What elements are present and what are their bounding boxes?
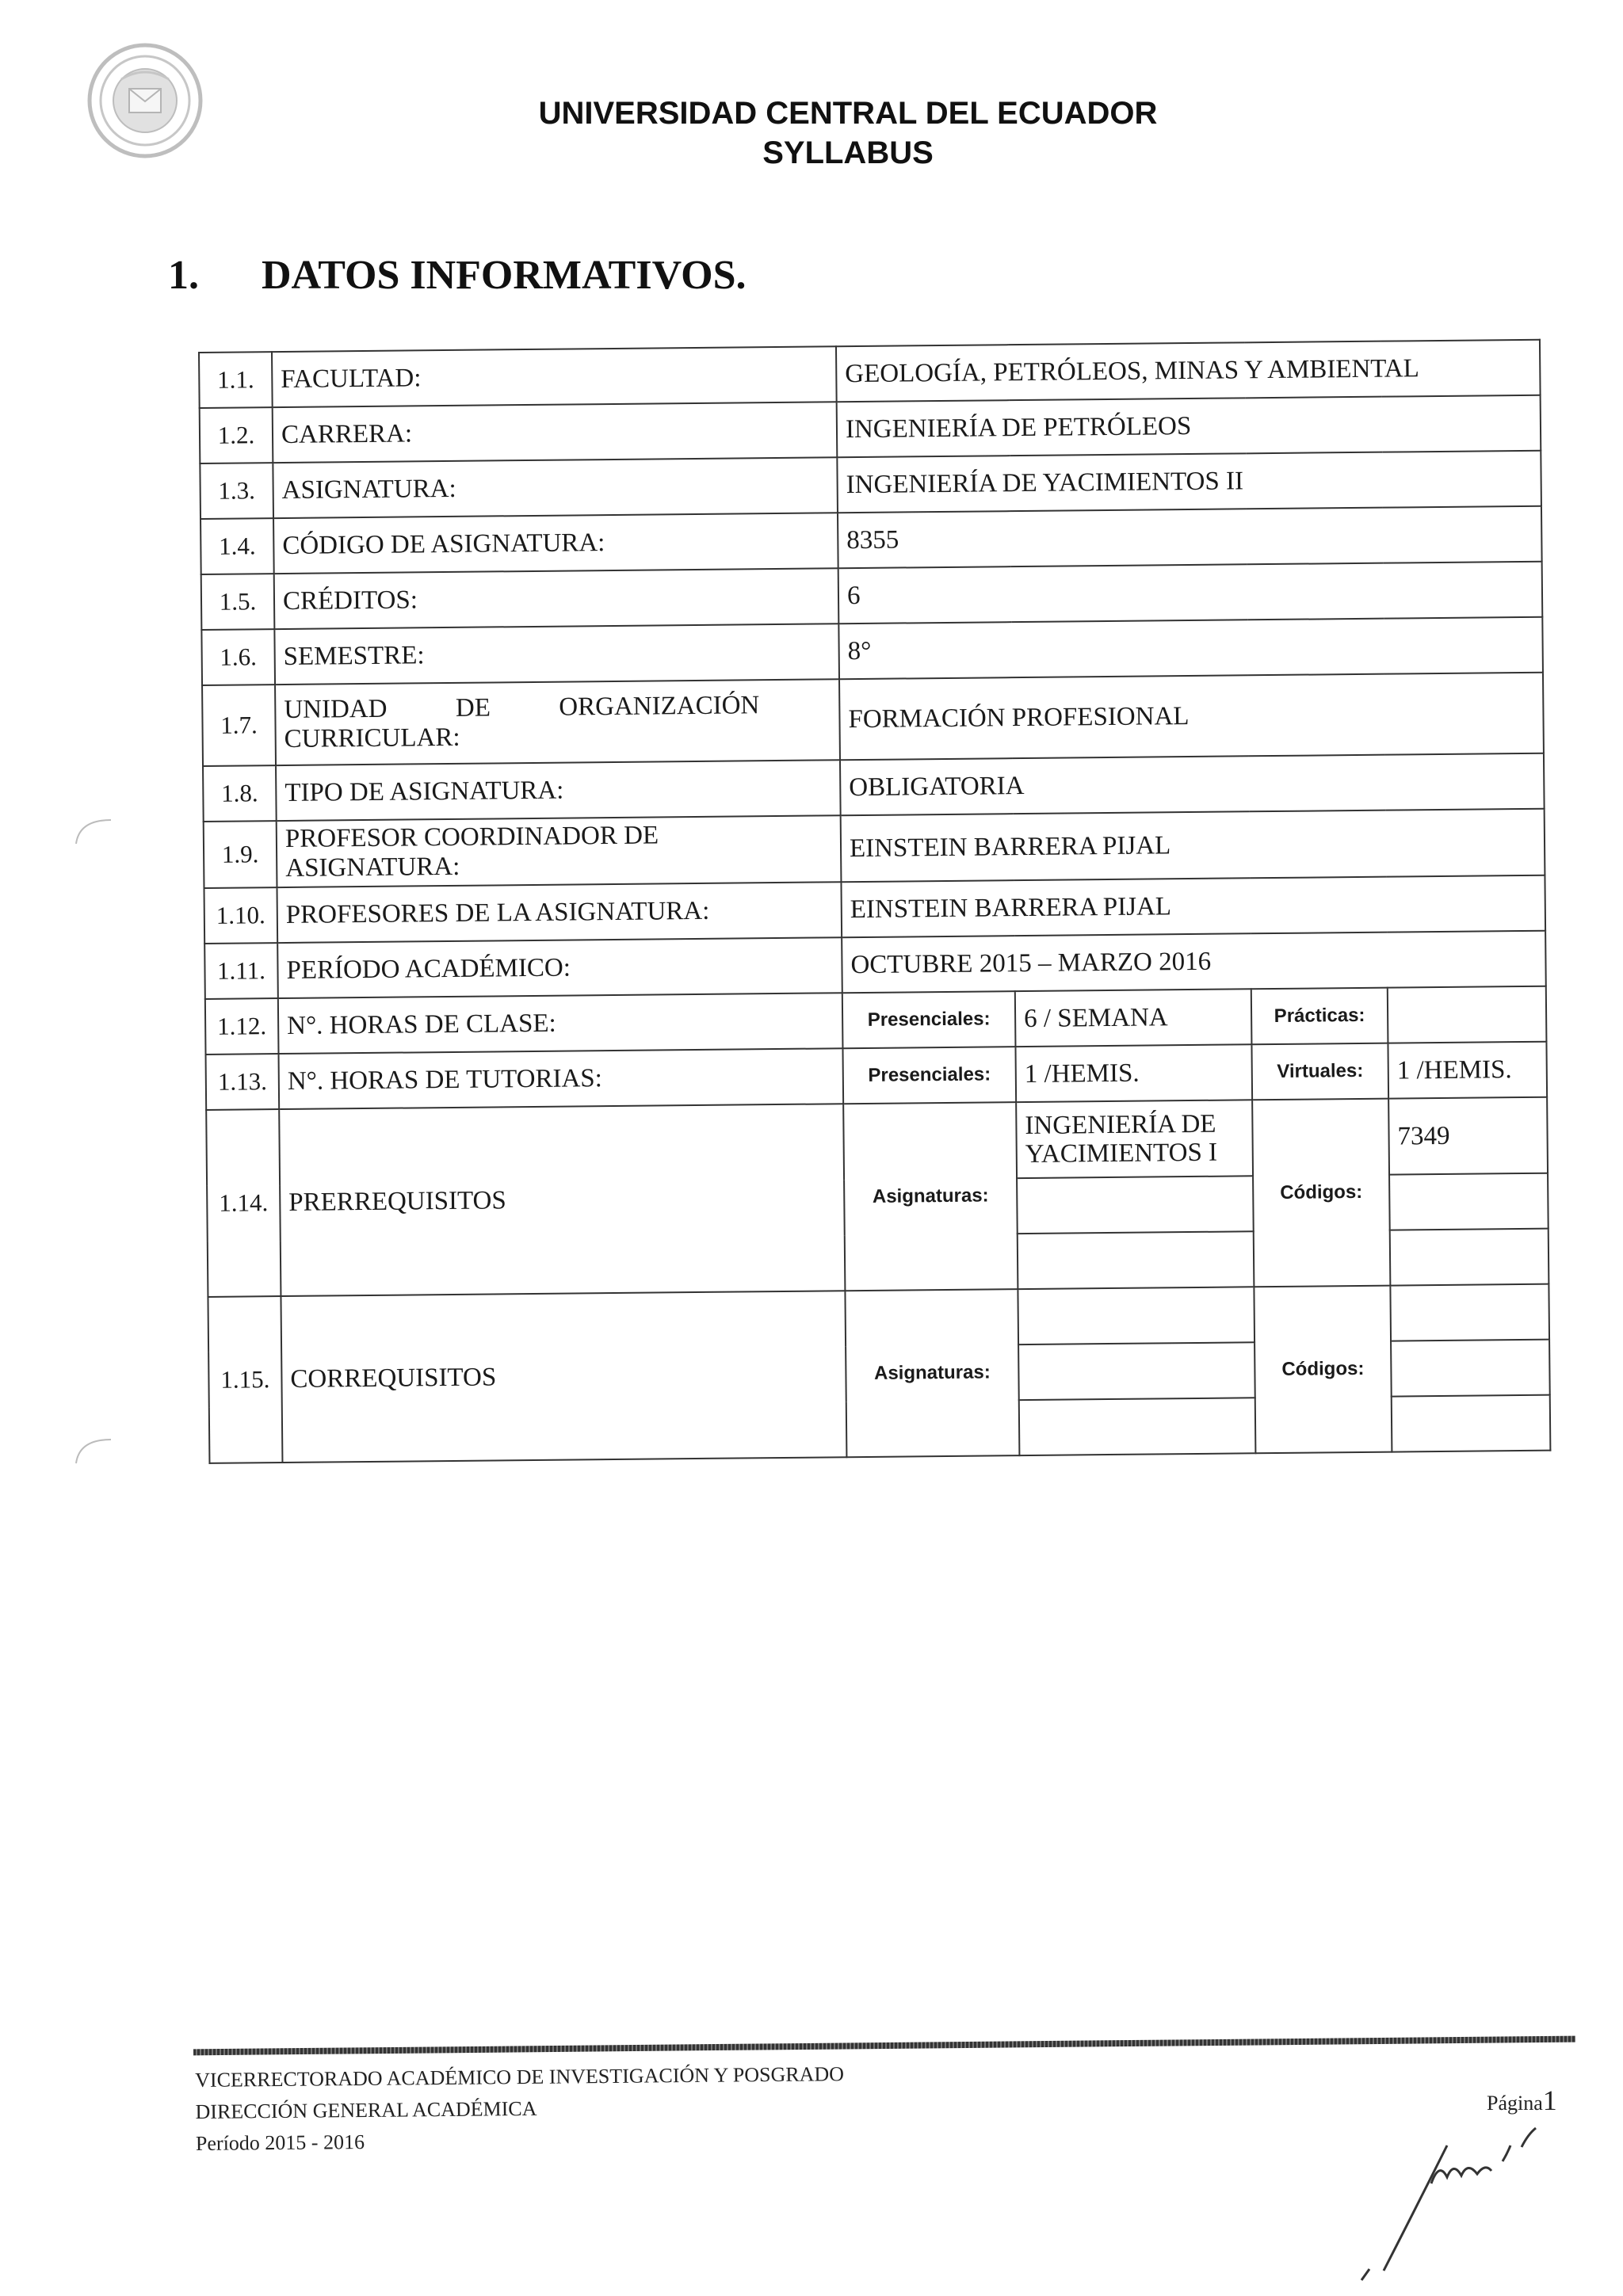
page-number: 1 — [1542, 2084, 1557, 2116]
row-label: FACULTAD: — [272, 346, 837, 407]
row-value: EINSTEIN BARRERA PIJAL — [841, 809, 1545, 883]
codigos-label: Códigos: — [1252, 1099, 1390, 1287]
corequisite-code — [1390, 1284, 1549, 1341]
table-row — [206, 1097, 1548, 1186]
footer-line-1: VICERRECTORADO ACADÉMICO DE INVESTIGACIÓN Y POSGRADO — [195, 2062, 845, 2092]
row-label: CÓDIGO DE ASIGNATURA: — [273, 513, 838, 574]
page-label: Página — [1487, 2092, 1543, 2115]
row-label: TIPO DE ASIGNATURA: — [276, 760, 841, 821]
prerequisite-subject — [1018, 1231, 1254, 1289]
row-number: 1.3. — [200, 463, 273, 519]
label-line2: CURRICULAR: — [284, 723, 460, 753]
row-label: ASIGNATURA: — [273, 457, 838, 518]
section-number: 1. — [168, 253, 199, 298]
row-value: GEOLOGÍA, PETRÓLEOS, MINAS Y AMBIENTAL — [836, 340, 1541, 402]
row-label: N°. HORAS DE TUTORIAS: — [279, 1048, 844, 1109]
row-number: 1.4. — [200, 518, 274, 574]
virtuales-label: Virtuales: — [1251, 1043, 1388, 1100]
row-label — [275, 679, 840, 765]
row-number: 1.12. — [205, 998, 279, 1055]
prerequisite-code — [1389, 1173, 1549, 1230]
handwritten-signature — [1352, 2114, 1566, 2288]
row-label: PROFESORES DE LA ASIGNATURA: — [277, 882, 842, 943]
row-number: 1.6. — [201, 629, 275, 685]
row-value: 6 — [838, 562, 1543, 624]
document-subtitle: SYLLABUS — [762, 135, 934, 170]
row-label: PRERREQUISITOS — [279, 1104, 845, 1296]
table-row — [208, 1284, 1549, 1352]
codigos-label: Códigos: — [1254, 1286, 1392, 1454]
row-value: OBLIGATORIA — [840, 753, 1545, 816]
asignaturas-label: Asignaturas: — [843, 1102, 1018, 1291]
page-indicator — [1487, 2084, 1557, 2117]
row-number: 1.10. — [204, 887, 277, 944]
row-value: 8° — [838, 617, 1543, 680]
corequisite-subject — [1018, 1342, 1255, 1400]
label-word: DE — [455, 693, 491, 723]
prerequisite-subject: INGENIERÍA DE YACIMIENTOS I — [1016, 1100, 1253, 1178]
university-name: UNIVERSIDAD CENTRAL DEL ECUADOR — [538, 96, 1158, 131]
label-word: ORGANIZACIÓN — [559, 691, 760, 722]
footer-divider — [193, 2036, 1575, 2056]
row-value: FORMACIÓN PROFESIONAL — [839, 673, 1544, 761]
row-value: INGENIERÍA DE YACIMIENTOS II — [837, 451, 1541, 513]
presenciales-label: Presenciales: — [842, 991, 1016, 1048]
document-header — [0, 93, 1623, 173]
corequisite-code — [1392, 1395, 1551, 1452]
label-word: UNIDAD — [284, 694, 388, 724]
prerequisite-code — [1390, 1229, 1549, 1286]
corequisite-code — [1391, 1340, 1550, 1397]
row-number: 1.15. — [208, 1296, 282, 1463]
row-number: 1.8. — [203, 765, 277, 822]
prerequisite-code: 7349 — [1388, 1097, 1548, 1175]
presenciales-label: Presenciales: — [842, 1047, 1016, 1104]
row-value: EINSTEIN BARRERA PIJAL — [841, 875, 1545, 938]
row-value: 8355 — [838, 506, 1542, 569]
row-label: PERÍODO ACADÉMICO: — [277, 937, 842, 998]
row-number: 1.11. — [204, 943, 278, 999]
row-label: CARRERA: — [273, 402, 838, 463]
row-label: SEMESTRE: — [274, 624, 839, 685]
asignaturas-label: Asignaturas: — [845, 1289, 1019, 1457]
row-number: 1.13. — [206, 1054, 280, 1110]
document-footer — [195, 2058, 845, 2160]
row-number: 1.1. — [199, 352, 273, 408]
practicas-value — [1388, 986, 1547, 1043]
row-number: 1.14. — [206, 1109, 281, 1297]
row-label: PROFESOR COORDINADOR DE ASIGNATURA: — [277, 815, 842, 887]
practicas-label: Prácticas: — [1251, 988, 1388, 1045]
section-heading — [168, 252, 746, 299]
punch-mark-icon — [71, 816, 119, 848]
row-number: 1.2. — [200, 407, 273, 463]
table-row — [204, 809, 1545, 888]
prerequisite-subject — [1017, 1176, 1254, 1234]
row-number: 1.7. — [202, 685, 276, 766]
corequisite-subject — [1018, 1287, 1254, 1344]
corequisite-subject — [1019, 1398, 1256, 1455]
row-value: INGENIERÍA DE PETRÓLEOS — [837, 395, 1541, 458]
row-number: 1.5. — [201, 574, 275, 630]
row-label: CRÉDITOS: — [274, 568, 839, 629]
row-value: OCTUBRE 2015 – MARZO 2016 — [842, 931, 1546, 994]
virtuales-value: 1 /HEMIS. — [1388, 1042, 1547, 1099]
datos-informativos-table — [198, 339, 1551, 1464]
section-title: DATOS INFORMATIVOS. — [262, 253, 747, 298]
row-label: N°. HORAS DE CLASE: — [278, 993, 843, 1054]
row-label: CORREQUISITOS — [281, 1291, 846, 1463]
row-number: 1.9. — [204, 821, 277, 888]
table-row — [202, 673, 1544, 766]
presenciales-value: 6 / SEMANA — [1015, 989, 1252, 1047]
footer-line-3: Período 2015 - 2016 — [195, 2130, 365, 2155]
footer-line-2: DIRECCIÓN GENERAL ACADÉMICA — [195, 2096, 537, 2123]
presenciales-value: 1 /HEMIS. — [1015, 1044, 1252, 1102]
punch-mark-icon — [71, 1436, 119, 1467]
